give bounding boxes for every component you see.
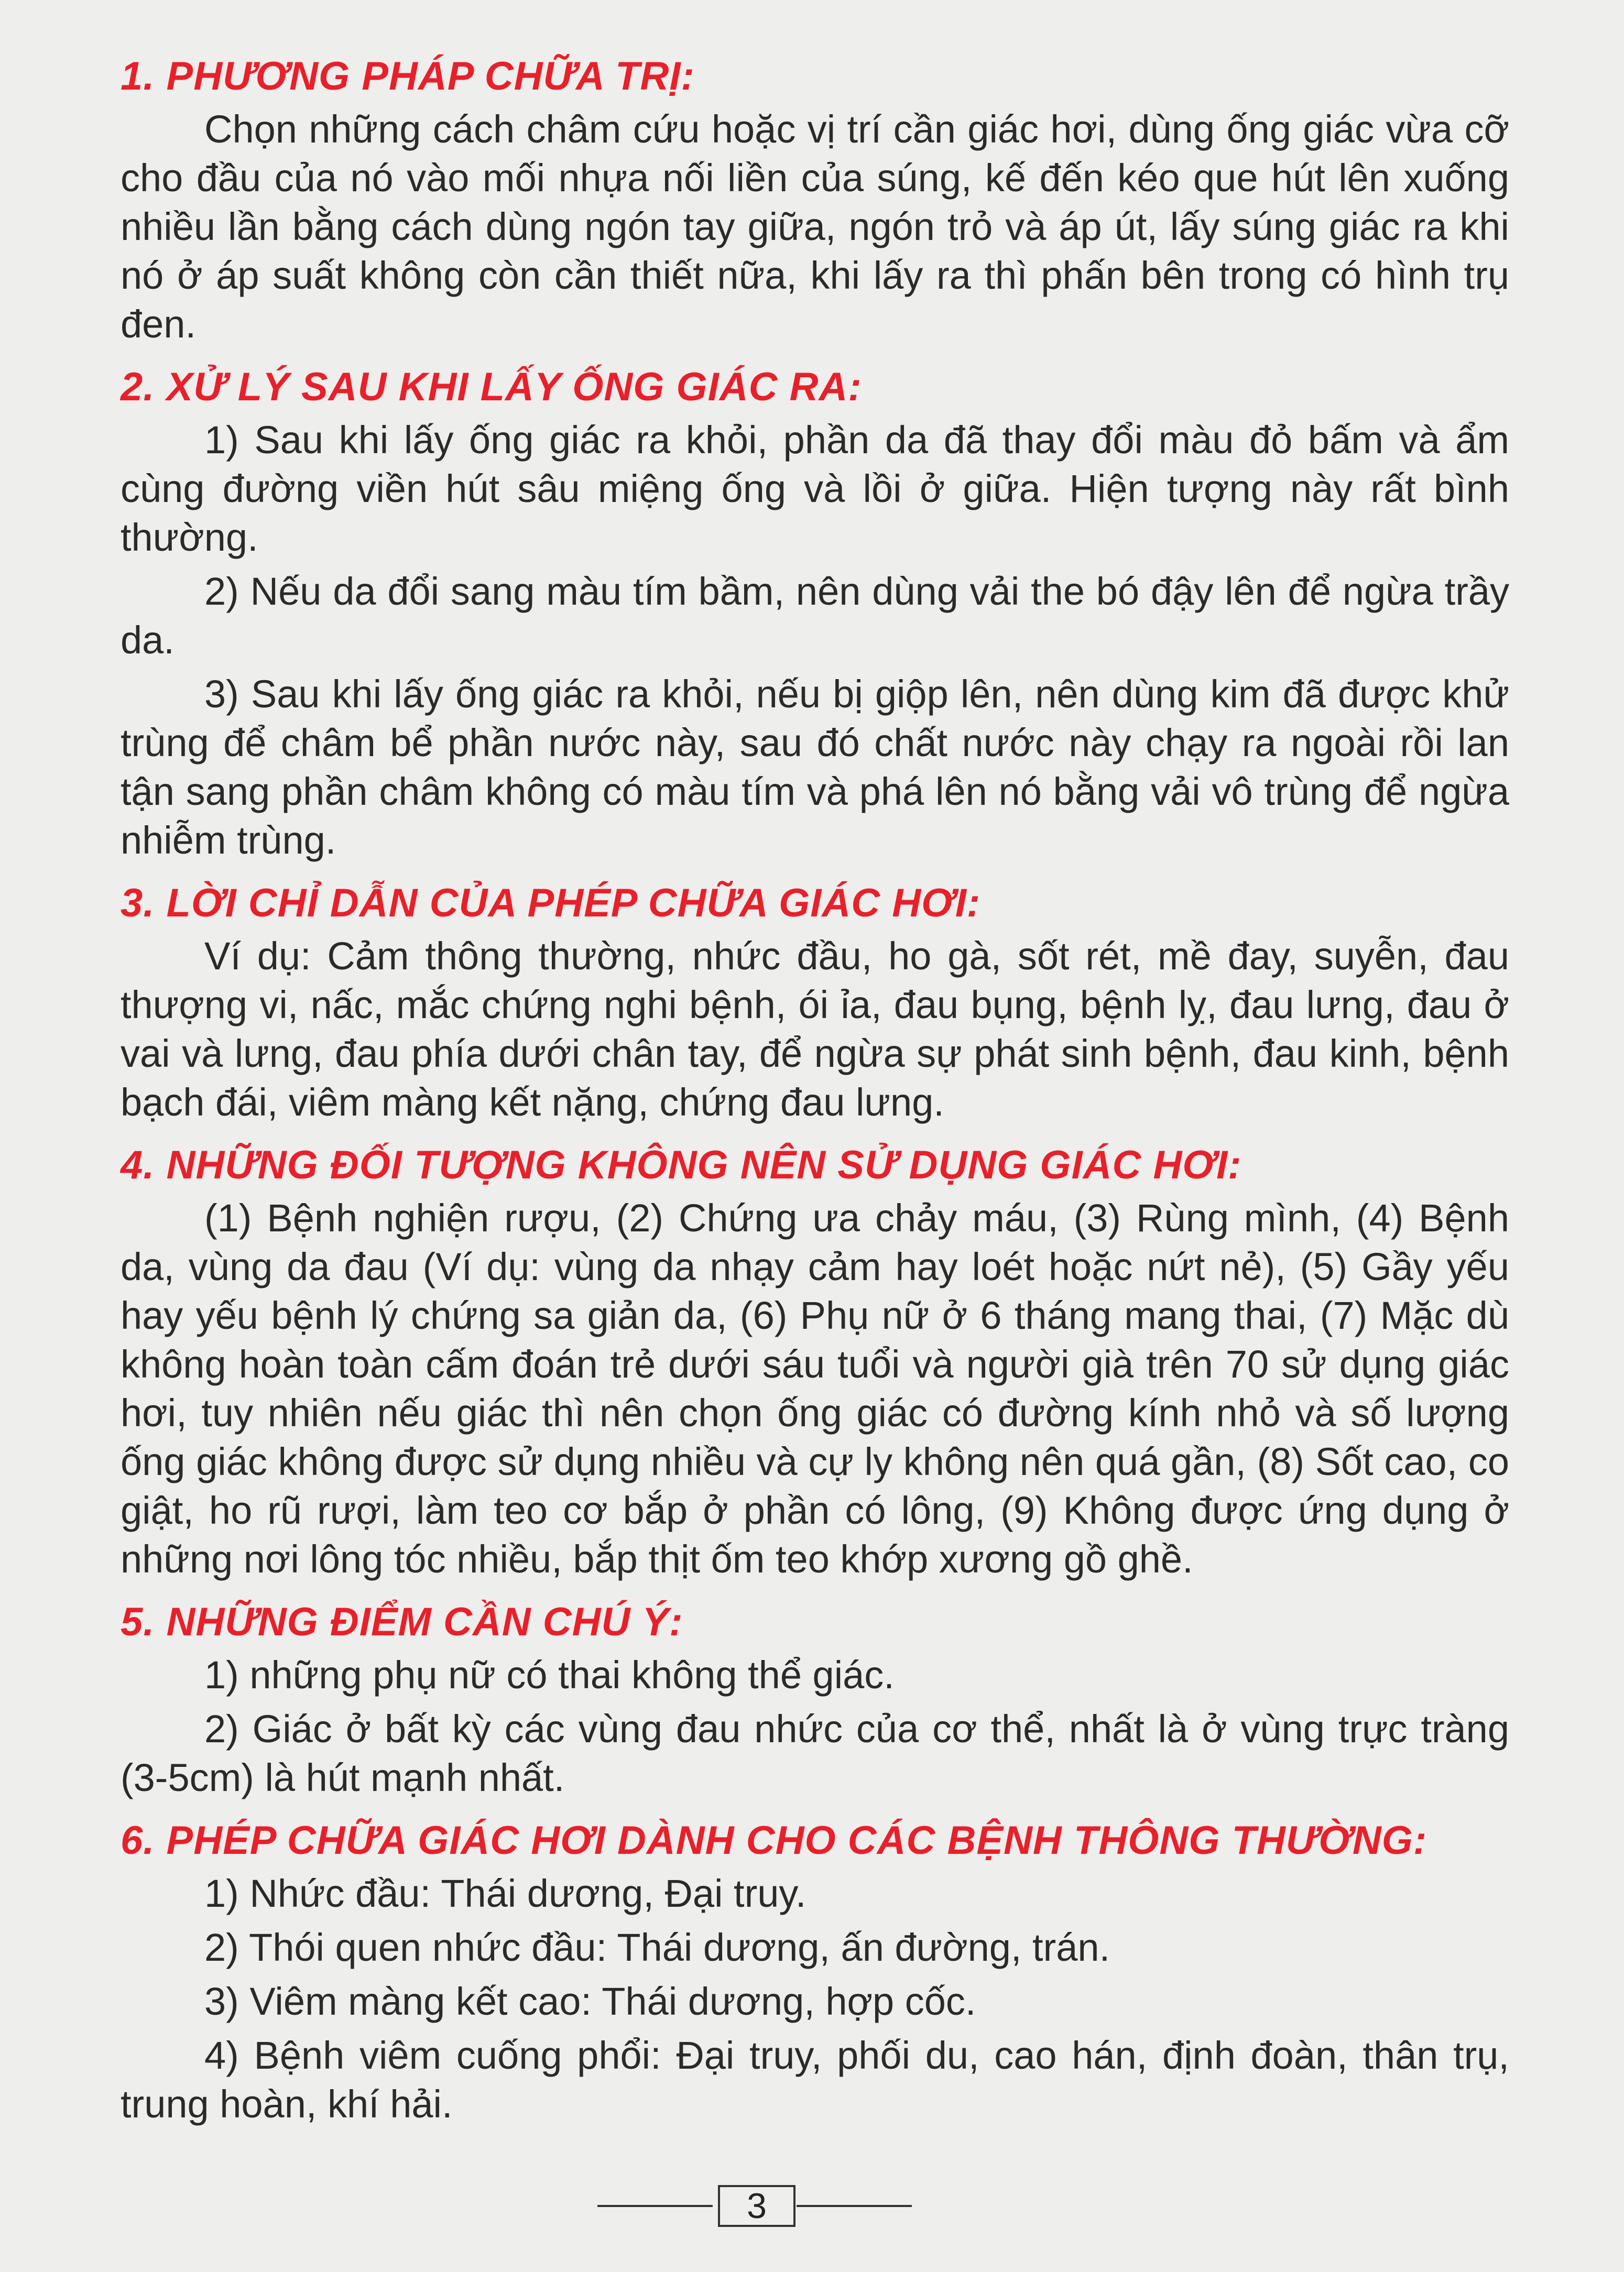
section-heading: 2. XỬ LÝ SAU KHI LẤY ỐNG GIÁC RA: <box>121 365 862 409</box>
section-heading: 3. LỜI CHỈ DẪN CỦA PHÉP CHỮA GIÁC HƠI: <box>121 881 981 925</box>
section-2 <box>121 363 1509 865</box>
paragraph: 2) Giác ở bất kỳ các vùng đau nhức của cơ thể, nhất là ở vùng trực tràng (3-5cm) là hút mạnh nhất. <box>121 1707 1509 1799</box>
paragraph: 3) Viêm màng kết cao: Thái dương, hợp cốc. <box>204 1980 976 2023</box>
paragraph: 1) Sau khi lấy ống giác ra khỏi, phần da đã thay đổi màu đỏ bấm và ẩm cùng đường viền hút sâu miệng ống và lồi ở giữa. Hiện tượng này rất bình thường. <box>121 418 1509 559</box>
section-heading: 1. PHƯƠNG PHÁP CHỮA TRỊ: <box>121 54 695 99</box>
paragraph: 2) Nếu da đổi sang màu tím bầm, nên dùng vải the bó đậy lên để ngừa trầy da. <box>121 570 1509 662</box>
paragraph: 1) Nhức đầu: Thái dương, Đại truy. <box>204 1872 806 1915</box>
paragraph: 2) Thói quen nhức đầu: Thái dương, ấn đường, trán. <box>204 1926 1110 1969</box>
section-4 <box>121 1141 1509 1583</box>
paragraph: (1) Bệnh nghiện rượu, (2) Chứng ưa chảy máu, (3) Rùng mình, (4) Bệnh da, vùng da đau (Ví dụ: vùng da nhạy cảm hay loét hoặc nứt nẻ), (5) Gầy yếu hay yếu bệnh lý chứng sa giản da, (6) Phụ nữ ở 6 tháng mang thai, (7) Mặc dù không hoàn toàn cấm đoán trẻ dưới sáu tuổi và người già trên 70 sử dụng giác hơi, tuy nhiên nếu giác thì nên chọn ống giác có đường kính nhỏ và số lượng ống giác không được sử dụng nhiều và cự ly không nên quá gần, (8) Sốt cao, co giật, ho rũ rượi, làm teo cơ bắp ở phần có lông, (9) Không được ứng dụng ở những nơi lông tóc nhiều, bắp thịt ốm teo khớp xương gồ ghề. <box>121 1196 1509 1581</box>
paragraph: 1) những phụ nữ có thai không thể giác. <box>204 1653 895 1697</box>
divider-line <box>797 2205 912 2207</box>
page-number <box>597 2185 912 2227</box>
section-1 <box>121 52 1509 348</box>
document-page <box>121 52 1509 2143</box>
section-6 <box>121 1817 1509 2128</box>
page-number-box: 3 <box>718 2185 795 2227</box>
paragraph: Ví dụ: Cảm thông thường, nhức đầu, ho gà, sốt rét, mề đay, suyễn, đau thượng vi, nấc, mắc chứng nghi bệnh, ói ỉa, đau bụng, bệnh lỵ, đau lưng, đau ở vai và lưng, đau phía dưới chân tay, để ngừa sự phát sinh bệnh, đau kinh, bệnh bạch đái, viêm màng kết nặng, chứng đau lưng. <box>121 934 1509 1124</box>
section-5 <box>121 1598 1509 1802</box>
section-heading: 6. PHÉP CHỮA GIÁC HƠI DÀNH CHO CÁC BỆNH THÔNG THƯỜNG: <box>121 1818 1427 1863</box>
divider-line <box>597 2205 713 2207</box>
paragraph: Chọn những cách châm cứu hoặc vị trí cần giác hơi, dùng ống giác vừa cỡ cho đầu của nó vào mối nhựa nối liền của súng, kế đến kéo que hút lên xuống nhiều lần bằng cách dùng ngón tay giữa, ngón trỏ và áp út, lấy súng giác ra khi nó ở áp suất không còn cần thiết nữa, khi lấy ra thì phấn bên trong có hình trụ đen. <box>121 107 1509 346</box>
section-heading: 5. NHỮNG ĐIỂM CẦN CHÚ Ý: <box>121 1600 683 1644</box>
section-heading: 4. NHỮNG ĐỐI TƯỢNG KHÔNG NÊN SỬ DỤNG GIÁC HƠI: <box>121 1143 1242 1187</box>
paragraph: 3) Sau khi lấy ống giác ra khỏi, nếu bị giộp lên, nên dùng kim đã được khử trùng để châm bể phần nước này, sau đó chất nước này chạy ra ngoài rồi lan tận sang phần châm không có màu tím và phá lên nó bằng vải vô trùng để ngừa nhiễm trùng. <box>121 672 1509 862</box>
section-3 <box>121 879 1509 1127</box>
paragraph: 4) Bệnh viêm cuống phổi: Đại truy, phối du, cao hán, định đoàn, thân trụ, trung hoàn, khí hải. <box>121 2034 1509 2126</box>
